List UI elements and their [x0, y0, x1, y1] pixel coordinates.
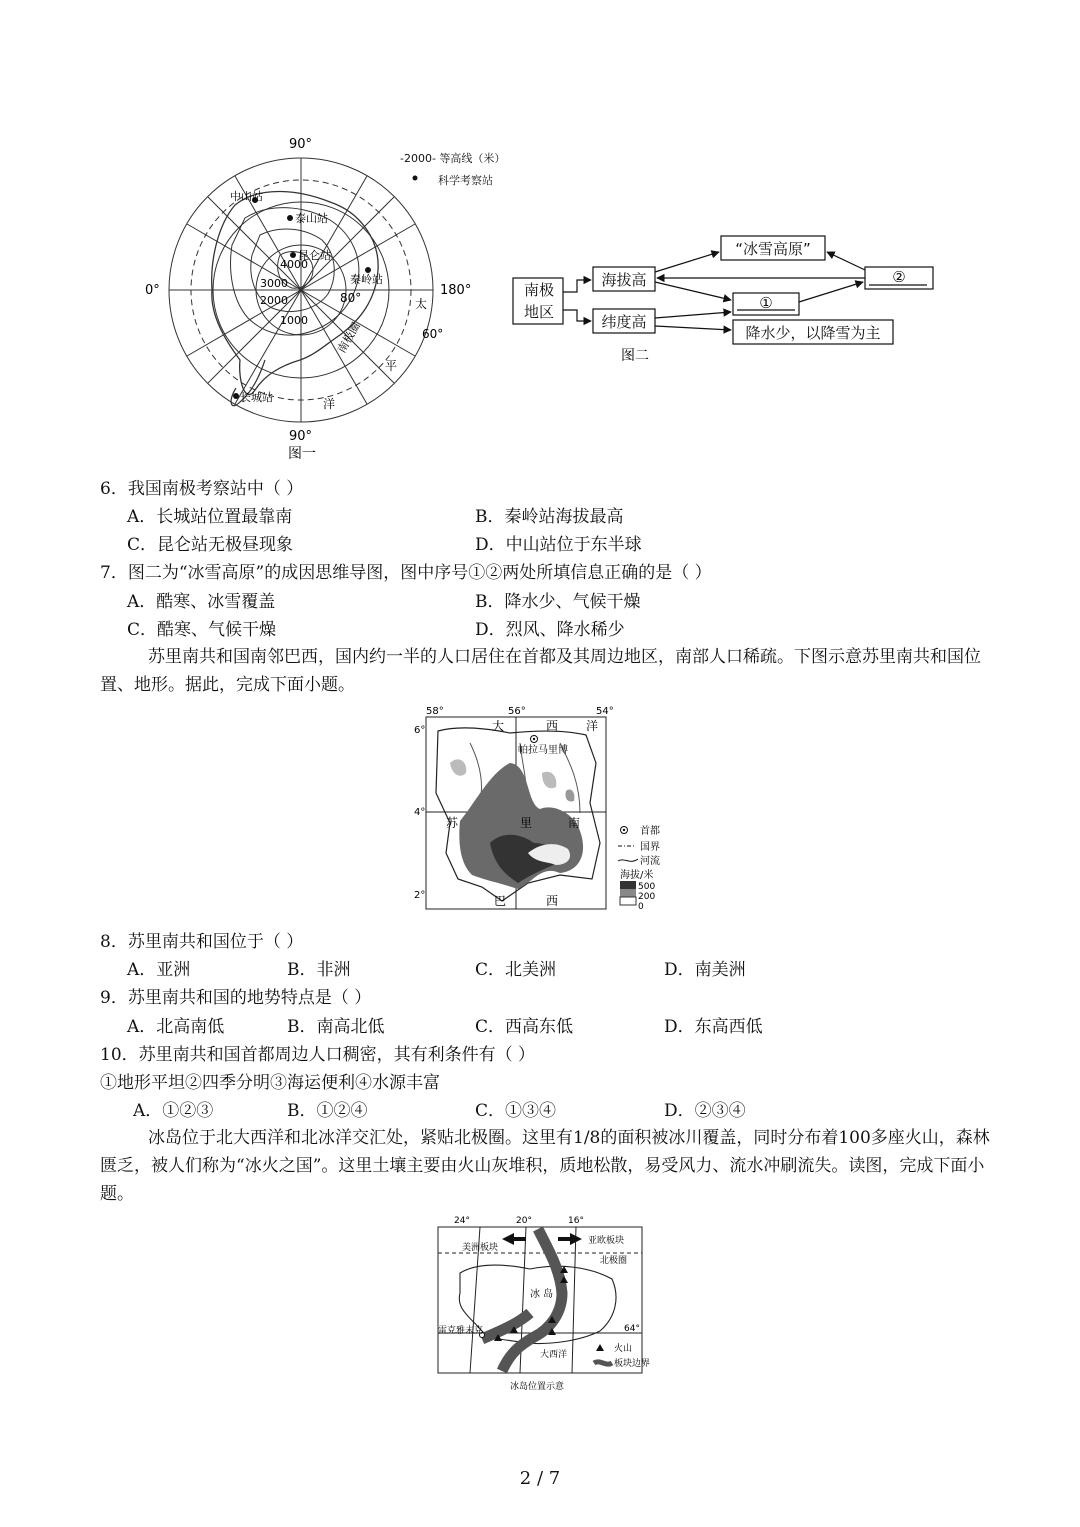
- suriname-lat-6: 6°: [414, 725, 426, 736]
- boundary-legend-icon: [594, 1362, 612, 1364]
- station-qinling: 秦岭站: [350, 273, 383, 286]
- question-10-option-b: B．①②④: [287, 1101, 368, 1121]
- country-char-3: 南: [568, 816, 581, 830]
- question-10-option-c: C．①③④: [475, 1101, 557, 1121]
- suriname-lon-54: 54°: [596, 706, 614, 717]
- passage-iceland: 冰岛位于北大西洋和北冰洋交汇处，紧贴北极圈。这里有1/8的面积被冰川覆盖，同时分布着100多座火山，森林匮乏，被人们称为“冰火之国”。这里土壤主要由火山灰堆积，质地松散，易受风力、流水冲刷流失。读图，完成下面小题。: [100, 1128, 990, 1204]
- station-taishan: 泰山站: [295, 212, 328, 225]
- lon-0: 0°: [145, 283, 160, 298]
- lon-90-top: 90°: [289, 137, 313, 152]
- question-7-option-b: B．降水少、气候干燥: [475, 592, 641, 612]
- ocean-char-3: 洋: [323, 397, 336, 411]
- contour-1000: 1000: [280, 314, 308, 327]
- question-8-option-c: C．北美洲: [475, 960, 557, 980]
- legend-altitude: 海拔/米: [620, 870, 654, 881]
- volcano-legend-icon: [596, 1344, 604, 1351]
- figure1-legend-station: 科学考察站: [438, 174, 493, 187]
- atlantic-char-2: 西: [546, 719, 559, 733]
- iceland-map: [430, 1213, 650, 1395]
- suriname-lat-4: 4°: [414, 807, 426, 818]
- river-legend-icon: [618, 859, 638, 861]
- suriname-lon-58: 58°: [426, 706, 444, 717]
- mindmap-root: 南极 地区: [523, 281, 554, 321]
- figure1-caption: 图一: [288, 446, 316, 462]
- brazil-char-1: 巴: [494, 894, 507, 908]
- question-10-option-d: D．②③④: [664, 1101, 746, 1121]
- mindmap-blank-1: ①: [759, 294, 773, 312]
- plate-america: 美洲板块: [462, 1243, 499, 1253]
- arrow-left-icon: [502, 1233, 526, 1245]
- iceland-label: 冰 岛: [530, 1289, 554, 1300]
- question-7-stem: 7．图二为“冰雪高原”的成因思维导图，图中序号①②两处所填信息正确的是（ ）: [100, 563, 712, 583]
- question-6-option-d: D．中山站位于东半球: [475, 535, 642, 555]
- figure1-legend-contour: -2000- 等高线（米）: [400, 152, 506, 165]
- question-6-option-c: C．昆仑站无极昼现象: [127, 535, 294, 555]
- suriname-lat-2: 2°: [414, 890, 426, 901]
- iceland-lon-20: 20°: [516, 1216, 532, 1226]
- legend-alt-0: 0: [638, 902, 644, 912]
- question-10-items: ①地形平坦②四季分明③海运便利④水源丰富: [100, 1073, 440, 1093]
- suriname-map: [410, 703, 680, 915]
- country-char-2: 里: [520, 816, 533, 830]
- question-7-option-a: A．酷寒、冰雪覆盖: [127, 592, 276, 612]
- iceland-lon-16: 16°: [568, 1216, 584, 1226]
- question-7-option-c: C．酷寒、气候干燥: [127, 620, 277, 640]
- capital-label: 帕拉马里博: [518, 745, 568, 756]
- station-zhongshan: 中山站: [230, 190, 263, 203]
- mindmap-blank-2: ②: [892, 268, 906, 286]
- question-8-stem: 8．苏里南共和国位于（ ）: [100, 932, 304, 952]
- question-8-option-b: B．非洲: [287, 960, 351, 980]
- lon-180: 180°: [440, 283, 472, 298]
- question-10-stem: 10．苏里南共和国首都周边人口稠密，其有利条件有（ ）: [100, 1045, 536, 1065]
- legend-boundary: 板块边界: [614, 1359, 650, 1369]
- legend-alt-500: 500: [638, 882, 656, 892]
- legend-alt-200: 200: [638, 892, 656, 902]
- mindmap-ice-plateau: “冰雪高原”: [735, 240, 811, 258]
- question-6-option-a: A．长城站位置最靠南: [127, 507, 293, 527]
- contour-3000: 3000: [260, 277, 288, 290]
- suriname-lon-56: 56°: [508, 706, 526, 717]
- legend-border: 国界: [640, 842, 660, 853]
- iceland-lon-24: 24°: [454, 1216, 470, 1226]
- atlantic-char-3: 洋: [586, 719, 599, 733]
- question-10-option-a: A．①②③: [133, 1101, 214, 1121]
- station-changcheng: 长城站: [240, 391, 273, 404]
- station-kunlun: 昆仑站: [298, 249, 331, 262]
- question-9-option-d: D．东高西低: [664, 1017, 763, 1037]
- contour-4000: 4000: [280, 258, 308, 271]
- question-7-option-d: D．烈风、降水稀少: [475, 620, 625, 640]
- question-8-option-d: D．南美洲: [664, 960, 746, 980]
- question-6-stem: 6．我国南极考察站中（ ）: [100, 479, 304, 499]
- plate-eurasia: 亚欧板块: [588, 1236, 625, 1246]
- antarctic-circle-label: 南极圈: [335, 320, 363, 356]
- iceland-lat-64: 64°: [624, 1324, 640, 1334]
- figure2-caption: 图二: [621, 348, 649, 364]
- legend-capital: 首都: [640, 826, 660, 837]
- legend-river: 河流: [640, 856, 660, 867]
- question-6-option-b: B．秦岭站海拔最高: [475, 507, 624, 527]
- question-9-stem: 9．苏里南共和国的地势特点是（ ）: [100, 988, 372, 1008]
- atlantic-label: 大西洋: [540, 1350, 568, 1360]
- arctic-circle-label: 北极圈: [600, 1256, 628, 1266]
- contour-2000: 2000: [260, 294, 288, 307]
- legend-volcano: 火山: [614, 1344, 633, 1354]
- iceland-caption: 冰岛位置示意: [510, 1382, 565, 1392]
- ocean-char-1: 太: [415, 297, 428, 311]
- question-8-option-a: A．亚洲: [127, 960, 191, 980]
- atlantic-char-1: 大: [492, 719, 505, 733]
- ocean-char-2: 平: [385, 359, 398, 373]
- country-char-1: 苏: [446, 816, 459, 830]
- mindmap-altitude: 海拔高: [601, 271, 647, 289]
- lat-80: 80°: [340, 291, 362, 305]
- mindmap-latitude: 纬度高: [601, 313, 647, 331]
- question-9-option-b: B．南高北低: [287, 1017, 385, 1037]
- reykjavik-label: 雷克雅未克: [438, 1326, 484, 1336]
- arrow-right-icon: [558, 1233, 582, 1245]
- lon-90-bottom: 90°: [289, 429, 313, 444]
- question-9-option-a: A．北高南低: [127, 1017, 225, 1037]
- passage-suriname: 苏里南共和国南邻巴西，国内约一半的人口居住在首都及其周边地区，南部人口稀疏。下图示意苏里南共和国位置、地形。据此，完成下面小题。: [100, 647, 981, 695]
- question-9-option-c: C．西高东低: [475, 1017, 574, 1037]
- page-number: 2 / 7: [519, 1468, 561, 1489]
- brazil-char-2: 西: [546, 894, 559, 908]
- lat-60: 60°: [422, 327, 444, 341]
- mindmap-precipitation: 降水少，以降雪为主: [745, 324, 881, 342]
